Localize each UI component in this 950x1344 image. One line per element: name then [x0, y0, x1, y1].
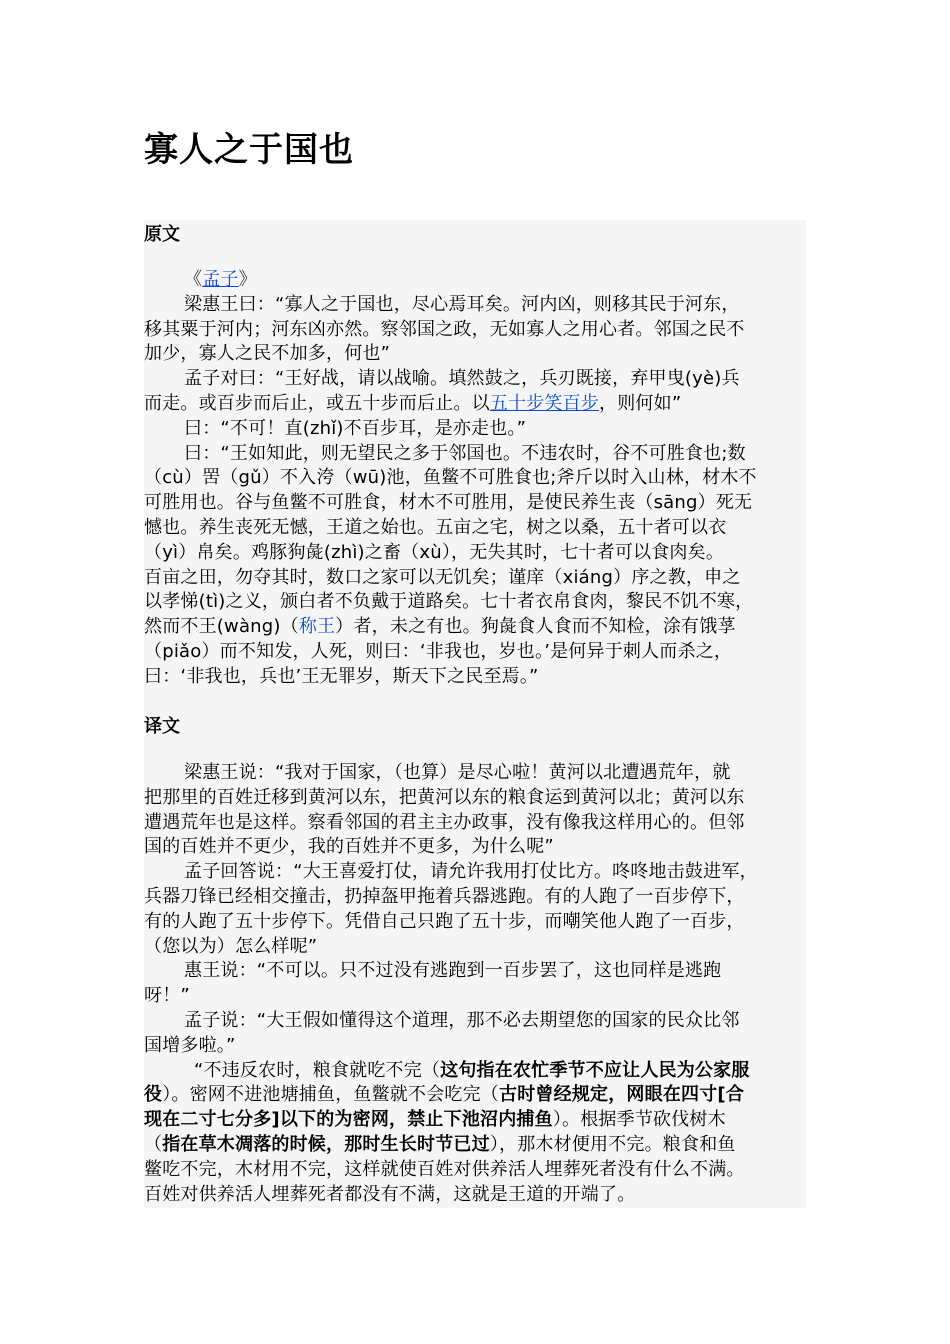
- text-line: 呀！”: [144, 985, 190, 1007]
- text-line: [144, 615, 812, 640]
- text-line: [144, 1133, 812, 1158]
- article-body: [144, 220, 806, 1208]
- translation-heading: 译文: [144, 716, 180, 737]
- text-line: （cù）罟（gǔ）不入洿（wū)池，鱼鳖不可胜食也;斧斤以时入山林，材木不: [144, 467, 757, 489]
- text-line: （yì）帛矣。鸡豚狗彘(zhì)之畜（xù），无失其时，七十者可以食肉矣。: [144, 541, 725, 563]
- text-line: 可胜用也。谷与鱼鳖不可胜食，材木不可胜用，是使民养生丧（sāng）死无: [144, 492, 753, 514]
- annotation-bold: 役: [144, 1084, 163, 1106]
- text-line: 梁惠王说：“我对于国家，（也算）是尽心啦！黄河以北遭遇荒年，就: [184, 762, 731, 783]
- source-line: [144, 268, 812, 293]
- text-line: （您以为）怎么样呢”: [144, 935, 318, 957]
- text-line: 加少，寡人之民不加多，何也”: [144, 343, 391, 365]
- text-line: 梁惠王曰：“寡人之于国也，尽心焉耳矣。河内凶，则移其民于河东，: [184, 293, 740, 315]
- text-line: 百亩之田，勿夺其时，数口之家可以无饥矣；谨庠（xiáng）序之教，申之: [144, 566, 741, 588]
- original-text: [144, 268, 812, 690]
- annotation-bold: 指在草木凋落的时候，那时生长时节已过: [162, 1133, 490, 1155]
- translation-text: [144, 761, 812, 1207]
- source-open: 《: [184, 269, 203, 290]
- page-title: 寡人之于国也: [144, 130, 354, 170]
- text-segment: ）者，未之有也。狗彘食人食而不知检，涂有饿莩: [335, 616, 736, 638]
- text-line: 移其粟于河内；河东凶亦然。察邻国之政，无如寡人之用心者。邻国之民不: [144, 318, 745, 340]
- text-line: 憾也。养生丧死无憾，王道之始也。五亩之宅，树之以桑，五十者可以衣: [144, 516, 727, 538]
- text-segment: （: [144, 1133, 163, 1155]
- chengwang-link[interactable]: 称王: [298, 616, 336, 638]
- annotation-bold: 现在二寸七分多]以下的为密网，禁止下池沼内捕鱼: [144, 1109, 553, 1131]
- text-line: （piǎo）而不知发，人死，则曰：‘非我也，岁也。’是何异于刺人而杀之，: [144, 640, 733, 662]
- text-line: 孟子说：“大王假如懂得这个道理，那不必去期望您的国家的民众比邻: [184, 1009, 740, 1031]
- text-line: [144, 1083, 812, 1108]
- text-line: 曰：“不可！直(zhǐ)不百步耳，是亦走也。”: [184, 417, 527, 439]
- text-segment: 而走。或百步而后止，或五十步而后止。以: [144, 392, 490, 414]
- annotation-bold: 古时曾经规定，网眼在四寸[合: [499, 1084, 745, 1106]
- text-line: 兵器刀锋已经相交撞击，扔掉盔甲拖着兵器逃跑。有的人跑了一百步停下，: [144, 885, 745, 907]
- idiom-link[interactable]: 五十步笑百步: [489, 392, 600, 414]
- annotation-bold: 这句指在农忙季节不应让人民为公家服: [440, 1059, 750, 1081]
- source-close: 》: [238, 269, 257, 290]
- text-segment: ）。根据季节砍伐树木: [552, 1109, 726, 1131]
- original-heading: 原文: [144, 224, 180, 245]
- text-line: 曰：“王如知此，则无望民之多于邻国也。不违农时，谷不可胜食也;数: [184, 442, 746, 464]
- text-line: 国的百姓并不更少，我的百姓并不更多，为什么呢”: [144, 836, 554, 858]
- text-segment: 然而不王(wàng)（: [144, 616, 299, 638]
- text-line: 孟子对曰：“王好战，请以战喻。填然鼓之，兵刃既接，弃甲曳(yè)兵: [184, 368, 740, 390]
- text-segment: ），那木材便用不完。粮食和鱼: [489, 1133, 736, 1155]
- text-line: 曰：‘非我也，兵也’王无罪岁，斯天下之民至焉。”: [144, 665, 539, 687]
- text-line: 百姓对供养活人埋葬死者都没有不满，这就是王道的开端了。: [144, 1183, 636, 1205]
- text-line: 以孝悌(tì)之义，颁白者不负戴于道路矣。七十者衣帛食肉，黎民不饥不寒，: [144, 591, 754, 613]
- text-line: 孟子回答说：“大王喜爱打仗，请允许我用打仗比方。咚咚地击鼓进军，: [184, 861, 758, 883]
- text-segment: “不违反农时，粮食就吃不完（: [194, 1059, 441, 1081]
- text-line: 有的人跑了五十步停下。凭借自己只跑了五十步，而嘲笑他人跑了一百步，: [144, 910, 745, 932]
- text-line: [144, 1108, 812, 1133]
- text-line: 国增多啦。”: [144, 1034, 236, 1056]
- text-line: [144, 1059, 812, 1084]
- mencius-link[interactable]: 孟子: [202, 269, 239, 290]
- text-line: [144, 392, 812, 417]
- text-line: 鳖吃不完，木材用不完，这样就使百姓对供养活人埋葬死者没有什么不满。: [144, 1158, 745, 1180]
- text-segment: ，则何如”: [599, 392, 682, 414]
- text-segment: ）。密网不进池塘捕鱼，鱼鳖就不会吃完（: [162, 1084, 500, 1106]
- text-line: 遭遇荒年也是这样。察看邻国的君主主办政事，没有像我这样用心的。但邻: [144, 811, 745, 833]
- text-line: 惠王说：“不可以。只不过没有逃跑到一百步罢了，这也同样是逃跑: [184, 960, 722, 982]
- text-line: 把那里的百姓迁移到黄河以东，把黄河以东的粮食运到黄河以北；黄河以东: [144, 786, 745, 808]
